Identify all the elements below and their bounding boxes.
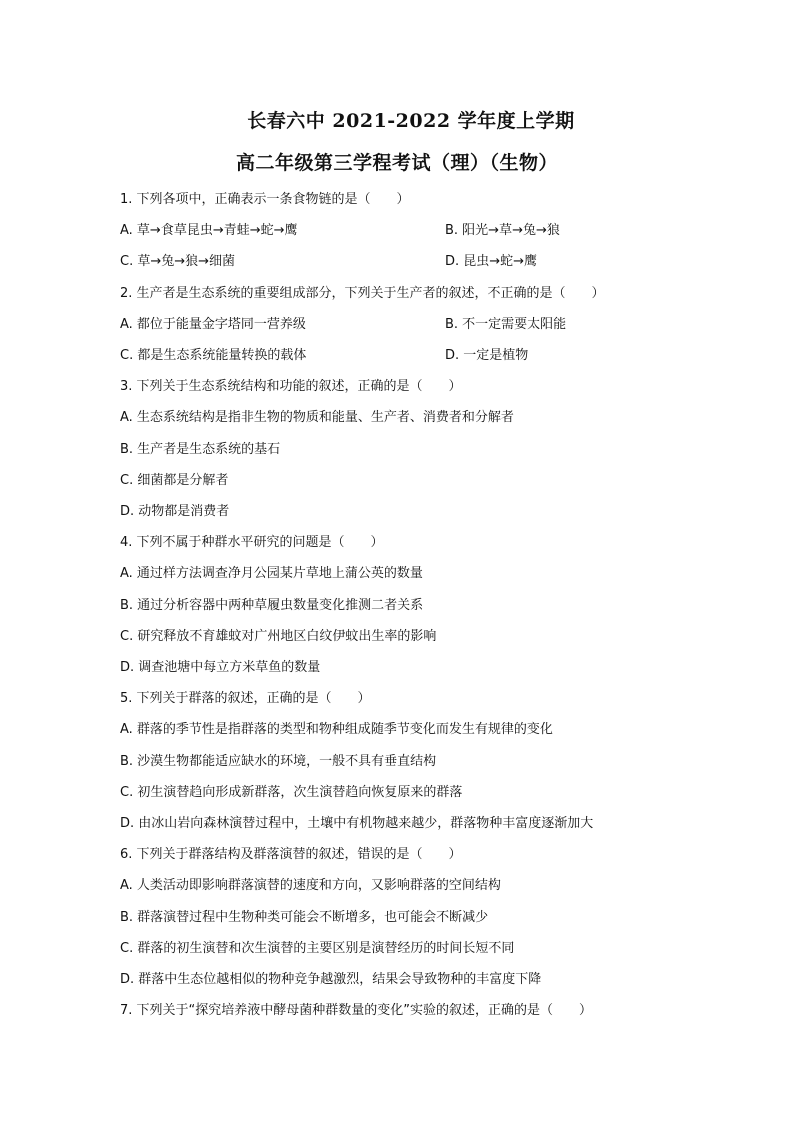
question-4-option-c: C. 研究释放不育雄蚊对广州地区白纹伊蚊出生率的影响 [120, 629, 437, 644]
question-6-option-d: D. 群落中生态位越相似的物种竞争越激烈，结果会导致物种的丰富度下降 [120, 972, 542, 987]
question-5-option-a: A. 群落的季节性是指群落的类型和物种组成随季节变化而发生有规律的变化 [120, 722, 553, 737]
question-6-option-c: C. 群落的初生演替和次生演替的主要区别是演替经历的时间长短不同 [120, 941, 515, 956]
question-1-option-c: C. 草→兔→狼→细菌 [120, 254, 236, 269]
page-title: 长春六中 2021-2022 学年度上学期 [247, 110, 575, 132]
question-1-option-a: A. 草→食草昆虫→青蛙→蛇→鹰 [120, 223, 298, 238]
question-6-option-b: B. 群落演替过程中生物种类可能会不断增多，也可能会不断减少 [120, 910, 489, 925]
question-6-stem: 6. 下列关于群落结构及群落演替的叙述，错误的是（ ） [120, 847, 462, 862]
question-3-option-d: D. 动物都是消费者 [120, 504, 230, 519]
question-3-option-b: B. 生产者是生态系统的基石 [120, 442, 281, 457]
question-3-stem: 3. 下列关于生态系统结构和功能的叙述，正确的是（ ） [120, 379, 462, 394]
question-5-option-b: B. 沙漠生物都能适应缺水的环境，一般不具有垂直结构 [120, 754, 437, 769]
question-5-option-c: C. 初生演替趋向形成新群落，次生演替趋向恢复原来的群落 [120, 785, 463, 800]
question-7-stem: 7. 下列关于“探究培养液中酵母菌种群数量的变化”实验的叙述，正确的是（ ） [120, 1003, 593, 1018]
page-subtitle: 高二年级第三学程考试（理）（生物） [235, 152, 558, 174]
question-4-stem: 4. 下列不属于种群水平研究的问题是（ ） [120, 535, 384, 550]
question-2-option-b: B. 不一定需要太阳能 [445, 317, 567, 332]
question-1-option-d: D. 昆虫→蛇→鹰 [445, 254, 538, 269]
question-4-option-a: A. 通过样方法调查净月公园某片草地上蒲公英的数量 [120, 566, 423, 581]
question-5-stem: 5. 下列关于群落的叙述，正确的是（ ） [120, 691, 371, 706]
question-3-option-a: A. 生态系统结构是指非生物的物质和能量、生产者、消费者和分解者 [120, 410, 514, 425]
question-5-option-d: D. 由冰山岩向森林演替过程中，土壤中有机物越来越少，群落物种丰富度逐渐加大 [120, 816, 594, 831]
question-2-option-c: C. 都是生态系统能量转换的载体 [120, 348, 307, 363]
question-4-option-d: D. 调查池塘中每立方米草鱼的数量 [120, 660, 321, 675]
question-4-option-b: B. 通过分析容器中两种草履虫数量变化推测二者关系 [120, 598, 424, 613]
question-2-option-a: A. 都位于能量金字塔同一营养级 [120, 317, 306, 332]
question-6-option-a: A. 人类活动即影响群落演替的速度和方向，又影响群落的空间结构 [120, 878, 501, 893]
question-2-stem: 2. 生产者是生态系统的重要组成部分，下列关于生产者的叙述，不正确的是（ ） [120, 286, 605, 301]
question-1-stem: 1. 下列各项中，正确表示一条食物链的是（ ） [120, 192, 410, 207]
question-3-option-c: C. 细菌都是分解者 [120, 473, 229, 488]
question-1-option-b: B. 阳光→草→兔→狼 [445, 223, 560, 238]
question-2-option-d: D. 一定是植物 [445, 348, 529, 363]
